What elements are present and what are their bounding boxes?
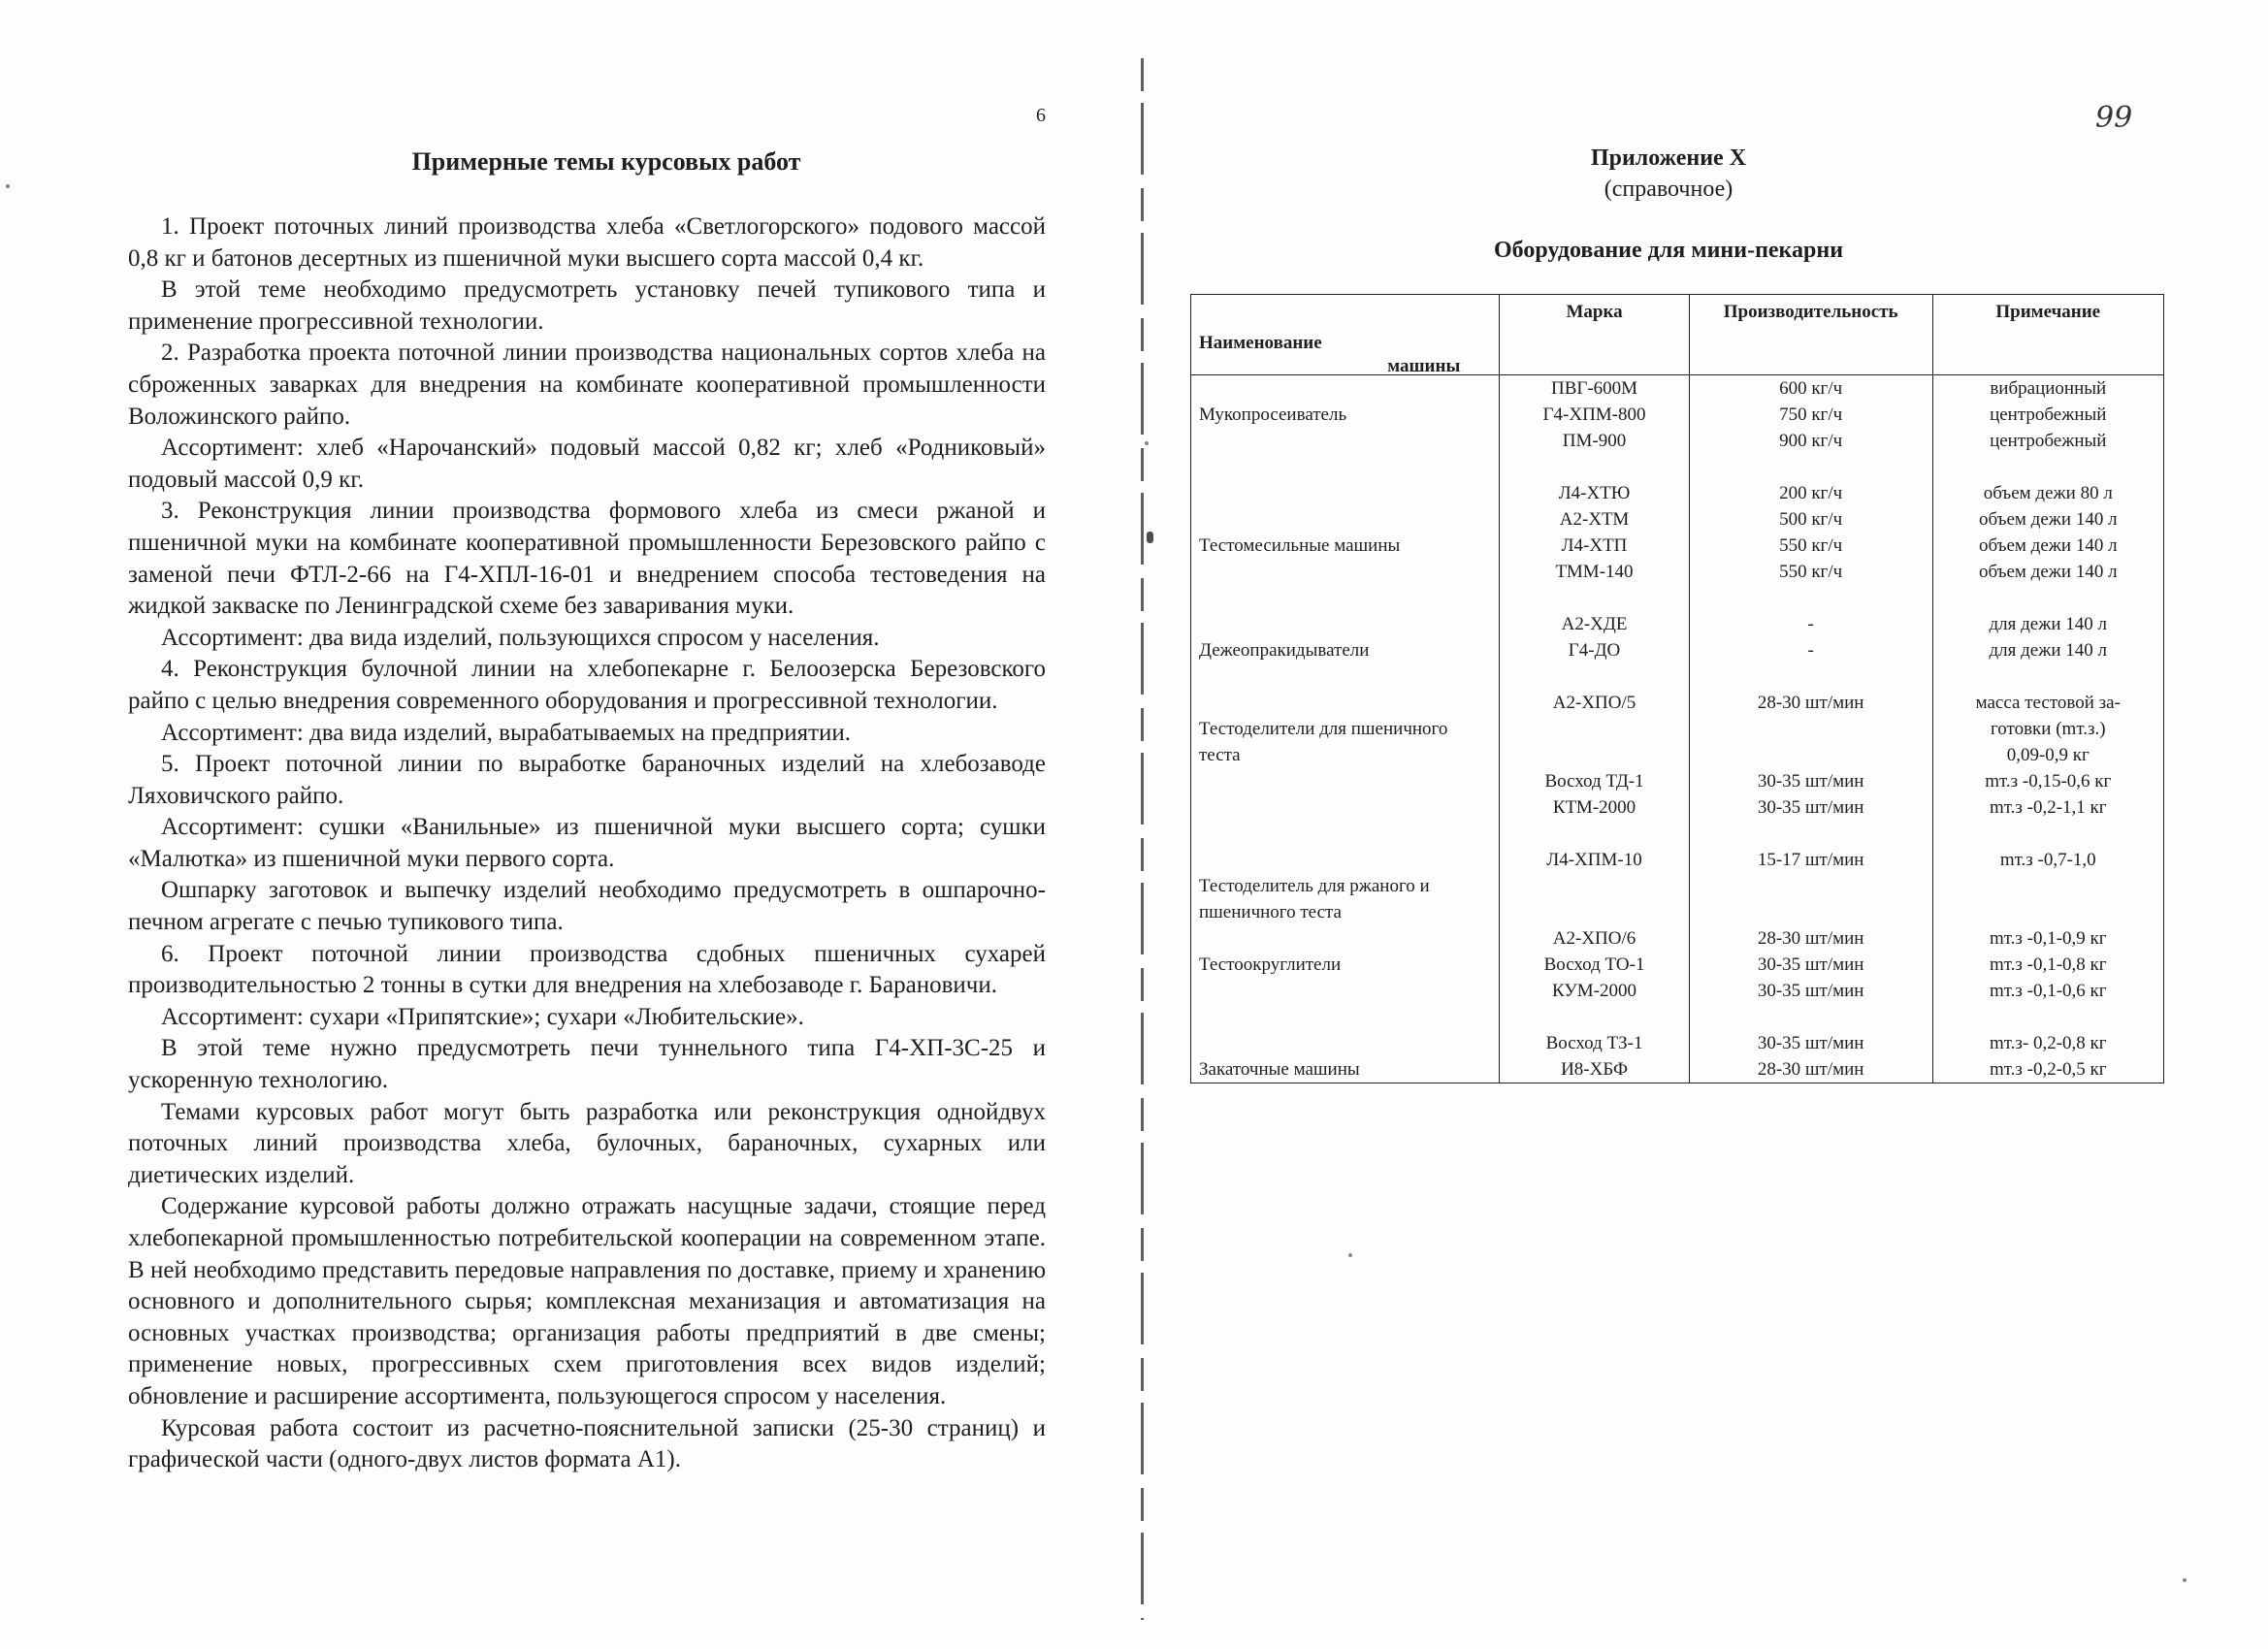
performance-value: - [1807,614,1814,634]
machine-name-cell [1191,375,1500,481]
machine-name: Закаточные машины [1199,1059,1360,1080]
note-value: для дежи 140 л [1989,640,2108,661]
brand-value: И8-ХБФ [1561,1059,1628,1080]
performance-value: 30-35 шт/мин [1757,771,1864,792]
machine-name: Дежеопракидыватели [1199,640,1370,661]
note-cell [1932,1030,2163,1083]
performance-value: 200 кг/ч [1779,483,1843,503]
brand-value: А2-ХТМ [1559,509,1630,530]
note-value: объем дежи 80 л [1983,483,2113,503]
note-value: для дежи 140 л [1989,614,2108,634]
brand-value: ТММ-140 [1555,562,1634,582]
note-value: mт.з -0,15-0,6 кг [1985,771,2112,792]
right-page-number: 99 [2095,101,2133,135]
paragraph: Ассортимент: хлеб «Нарочанский» подовый массой 0,82 кг; хлеб «Родниковый» подовый массой 0,9 кг. [128,435,1046,493]
performance-cell [1689,611,1932,690]
machine-name: Мукопросеиватель [1199,404,1347,425]
performance-value: 500 кг/ч [1779,509,1843,530]
performance-value [1698,716,1925,742]
paragraph: Ассортимент: сухари «Припятские»; сухари «Любительские». [161,1003,804,1030]
brand-value: Восход ТД-1 [1544,771,1644,792]
performance-value [1698,742,1925,768]
table-row [1191,690,2164,847]
left-page-number: 6 [1036,105,1046,126]
note-value: mт.з -0,2-0,5 кг [1989,1059,2107,1080]
machine-name-cell [1191,690,1500,847]
note-value: масса тестовой за- [1975,693,2121,713]
appendix-title: Приложение Х [1590,146,1747,171]
performance-cell [1689,925,1932,1030]
scan-speck [1145,441,1149,445]
brand-value: ПВГ-600М [1550,378,1638,399]
brand-cell [1500,925,1689,1030]
brand-value: А2-ХПО/5 [1552,693,1636,713]
paragraph: Ассортимент: два вида изделий, вырабатываемых на предприятии. [161,719,852,746]
note-cell [1932,375,2163,481]
note-value: объем дежи 140 л [1978,535,2118,556]
table-title: Оборудование для мини-пекарни [1493,238,1844,263]
scan-speck [1348,1253,1352,1257]
paragraph: Ассортимент: сушки «Ванильные» из пшеничной муки высшего сорта; сушки «Малютка» из пшеничной муки первого сорта. [128,814,1046,872]
paragraph: 4. Реконструкция булочной линии на хлебопекарне г. Белоозерска Березовского райпо с целью внедрения современного оборудования и прогрессивной технологии. [128,656,1046,714]
note-value: mт.з- 0,2-0,8 кг [1989,1033,2107,1053]
table-row [1191,1030,2164,1083]
brand-value: Л4-ХТП [1561,535,1628,556]
brand-value: А2-ХДЕ [1561,614,1628,634]
scan-speck [6,184,10,188]
paragraph: 5. Проект поточной линии по выработке бараночных изделий на хлебозаводе Ляховичского райпо. [128,751,1046,809]
appendix-subtitle: (справочное) [1604,177,1733,202]
note-cell [1932,925,2163,1030]
note-value: вибрационный [1990,378,2107,399]
performance-value: 28-30 шт/мин [1757,1059,1864,1080]
machine-name-cell [1191,480,1500,611]
header-brand: Марка [1500,295,1689,375]
brand-value [1507,716,1680,742]
table-row [1191,847,2164,925]
paragraph: В этой теме нужно предусмотреть печи туннельного типа Г4-ХП-3С-25 и ускоренную технологию. [128,1035,1046,1094]
performance-cell [1689,690,1932,847]
brand-cell [1500,375,1689,481]
performance-value: 550 кг/ч [1779,562,1843,582]
machine-name-cell [1191,1030,1500,1083]
note-value: объем дежи 140 л [1978,562,2118,582]
brand-value [1507,742,1680,768]
table-row [1191,375,2164,481]
brand-value: Г4-ДО [1568,640,1621,661]
performance-cell [1689,847,1932,925]
equipment-table [1190,294,2164,1083]
performance-value: 28-30 шт/мин [1757,928,1864,949]
paragraph: 2. Разработка проекта поточной линии производства национальных сортов хлеба на сброженных заварках для внедрения на комбинате кооперативной промышленности Воложинского райпо. [128,340,1046,430]
scan-speck [1147,532,1153,543]
performance-value: 30-35 шт/мин [1757,981,1864,1001]
brand-cell [1500,847,1689,925]
brand-cell [1500,690,1689,847]
performance-value: 600 кг/ч [1779,378,1843,399]
machine-name: Тестоделители для пшеничного теста [1199,719,1448,765]
brand-cell [1500,1030,1689,1083]
brand-value: Л4-ХПМ-10 [1546,850,1642,870]
performance-value: 30-35 шт/мин [1757,1033,1864,1053]
paragraph: Темами курсовых работ могут быть разработка или реконструкция однойдвух поточных линий производства хлеба, булочных, бараночных, сухарных или диетических изделий. [128,1098,1046,1188]
note-value: mт.з -0,1-0,8 кг [1989,954,2107,975]
paragraph: Ошпарку заготовок и выпечку изделий необходимо предусмотреть в ошпарочно-печном агрегате с печью тупикового типа. [128,877,1046,936]
note-cell [1932,690,2163,847]
table-row [1191,925,2164,1030]
machine-name: Тестоделитель для ржаного и пшеничного теста [1199,876,1430,922]
brand-value: ПМ-900 [1562,431,1627,451]
header-name-top: Наименование [1199,333,1322,353]
table-header-row [1191,295,2164,375]
machine-name-cell [1191,925,1500,1030]
header-note: Примечание [1932,295,2163,375]
performance-value: 750 кг/ч [1779,404,1843,425]
note-cell [1932,480,2163,611]
performance-value: 900 кг/ч [1779,431,1843,451]
brand-value: КТМ-2000 [1552,797,1636,818]
performance-value: 30-35 шт/мин [1757,797,1864,818]
machine-name: Тестомесильные машины [1199,535,1401,556]
brand-value: Л4-ХТЮ [1558,483,1631,503]
paragraph: 6. Проект поточной линии производства сдобных пшеничных сухарей производительностью 2 тонны в сутки для внедрения на хлебозаводе г. Барановичи. [128,940,1046,999]
machine-name-cell [1191,611,1500,690]
paragraph: Ассортимент: два вида изделий, пользующихся спросом у населения. [161,624,880,651]
table-row [1191,611,2164,690]
performance-cell [1689,480,1932,611]
paragraph: Содержание курсовой работы должно отражать насущные задачи, стоящие перед хлебопекарной промышленностью потребительской кооперации на современном этапе. В ней необходимо представить передовые направления по доставке, приему и хранению основного и дополнительного сырья; комплексная механизация и автоматизация на основных участках производства; организация работы предприятий в две смены; применение новых, прогрессивных схем приготовления всех видов изделий; обновление и расширение ассортимента, пользующегося спросом у населения. [128,1193,1046,1409]
brand-value: А2-ХПО/6 [1552,928,1636,949]
paragraph: Курсовая работа состоит из расчетно-пояснительной записки (25-30 страниц) и графической части (одного-двух листов формата А1). [128,1414,1046,1473]
note-value: mт.з -0,7-1,0 [1999,850,2096,870]
note-value: mт.з -0,1-0,6 кг [1989,981,2107,1001]
performance-value: 550 кг/ч [1779,535,1843,556]
paragraph: 1. Проект поточных линий производства хлеба «Светлогорского» подового массой 0,8 кг и батонов десертных из пшеничной муки высшего сорта массой 0,4 кг. [128,213,1046,272]
performance-value: 28-30 шт/мин [1757,693,1864,713]
performance-value: 30-35 шт/мин [1757,954,1864,975]
performance-value: 15-17 шт/мин [1757,850,1864,870]
note-value: mт.з -0,1-0,9 кг [1989,928,2107,949]
note-cell [1932,611,2163,690]
paragraph: 3. Реконструкция линии производства формового хлеба из смеси ржаной и пшеничной муки на комбинате кооперативной промышленности Березовского райпо с заменой печи ФТЛ-2-66 на Г4-ХПЛ-16-01 и внедрением способа тестоведения на жидкой закваске по Ленинградской схеме без заваривания муки. [128,498,1046,620]
note-value: готовки (mт.з.) [1990,719,2106,739]
machine-name: Тестоокруглители [1199,954,1342,975]
header-name [1191,295,1500,375]
scan-speck [2183,1578,2187,1582]
note-value: центробежный [1990,404,2107,425]
performance-value: - [1807,640,1814,661]
header-performance: Производительность [1689,295,1932,375]
performance-cell [1689,1030,1932,1083]
note-value: mт.з -0,2-1,1 кг [1989,797,2107,818]
machine-name-cell [1191,847,1500,925]
note-value: объем дежи 140 л [1978,509,2118,530]
left-page-title: Примерные темы курсовых работ [411,147,801,176]
paragraph: В этой теме необходимо предусмотреть установку печей тупикового типа и применение прогрессивной технологии. [128,276,1046,335]
left-page-body [128,211,1046,1476]
brand-cell [1500,611,1689,690]
note-value: центробежный [1990,431,2107,451]
brand-cell [1500,480,1689,611]
brand-value: Восход ТО-1 [1543,954,1645,975]
performance-cell [1689,375,1932,481]
book-spine-shadow [1141,58,1144,1620]
note-value: 0,09-0,9 кг [2006,745,2090,765]
note-cell [1932,847,2163,925]
brand-value: Г4-ХПМ-800 [1542,404,1646,425]
header-name-bottom: машины [1387,356,1461,376]
table-row [1191,480,2164,611]
brand-value: КУМ-2000 [1552,981,1637,1001]
brand-value: Восход ТЗ-1 [1545,1033,1643,1053]
